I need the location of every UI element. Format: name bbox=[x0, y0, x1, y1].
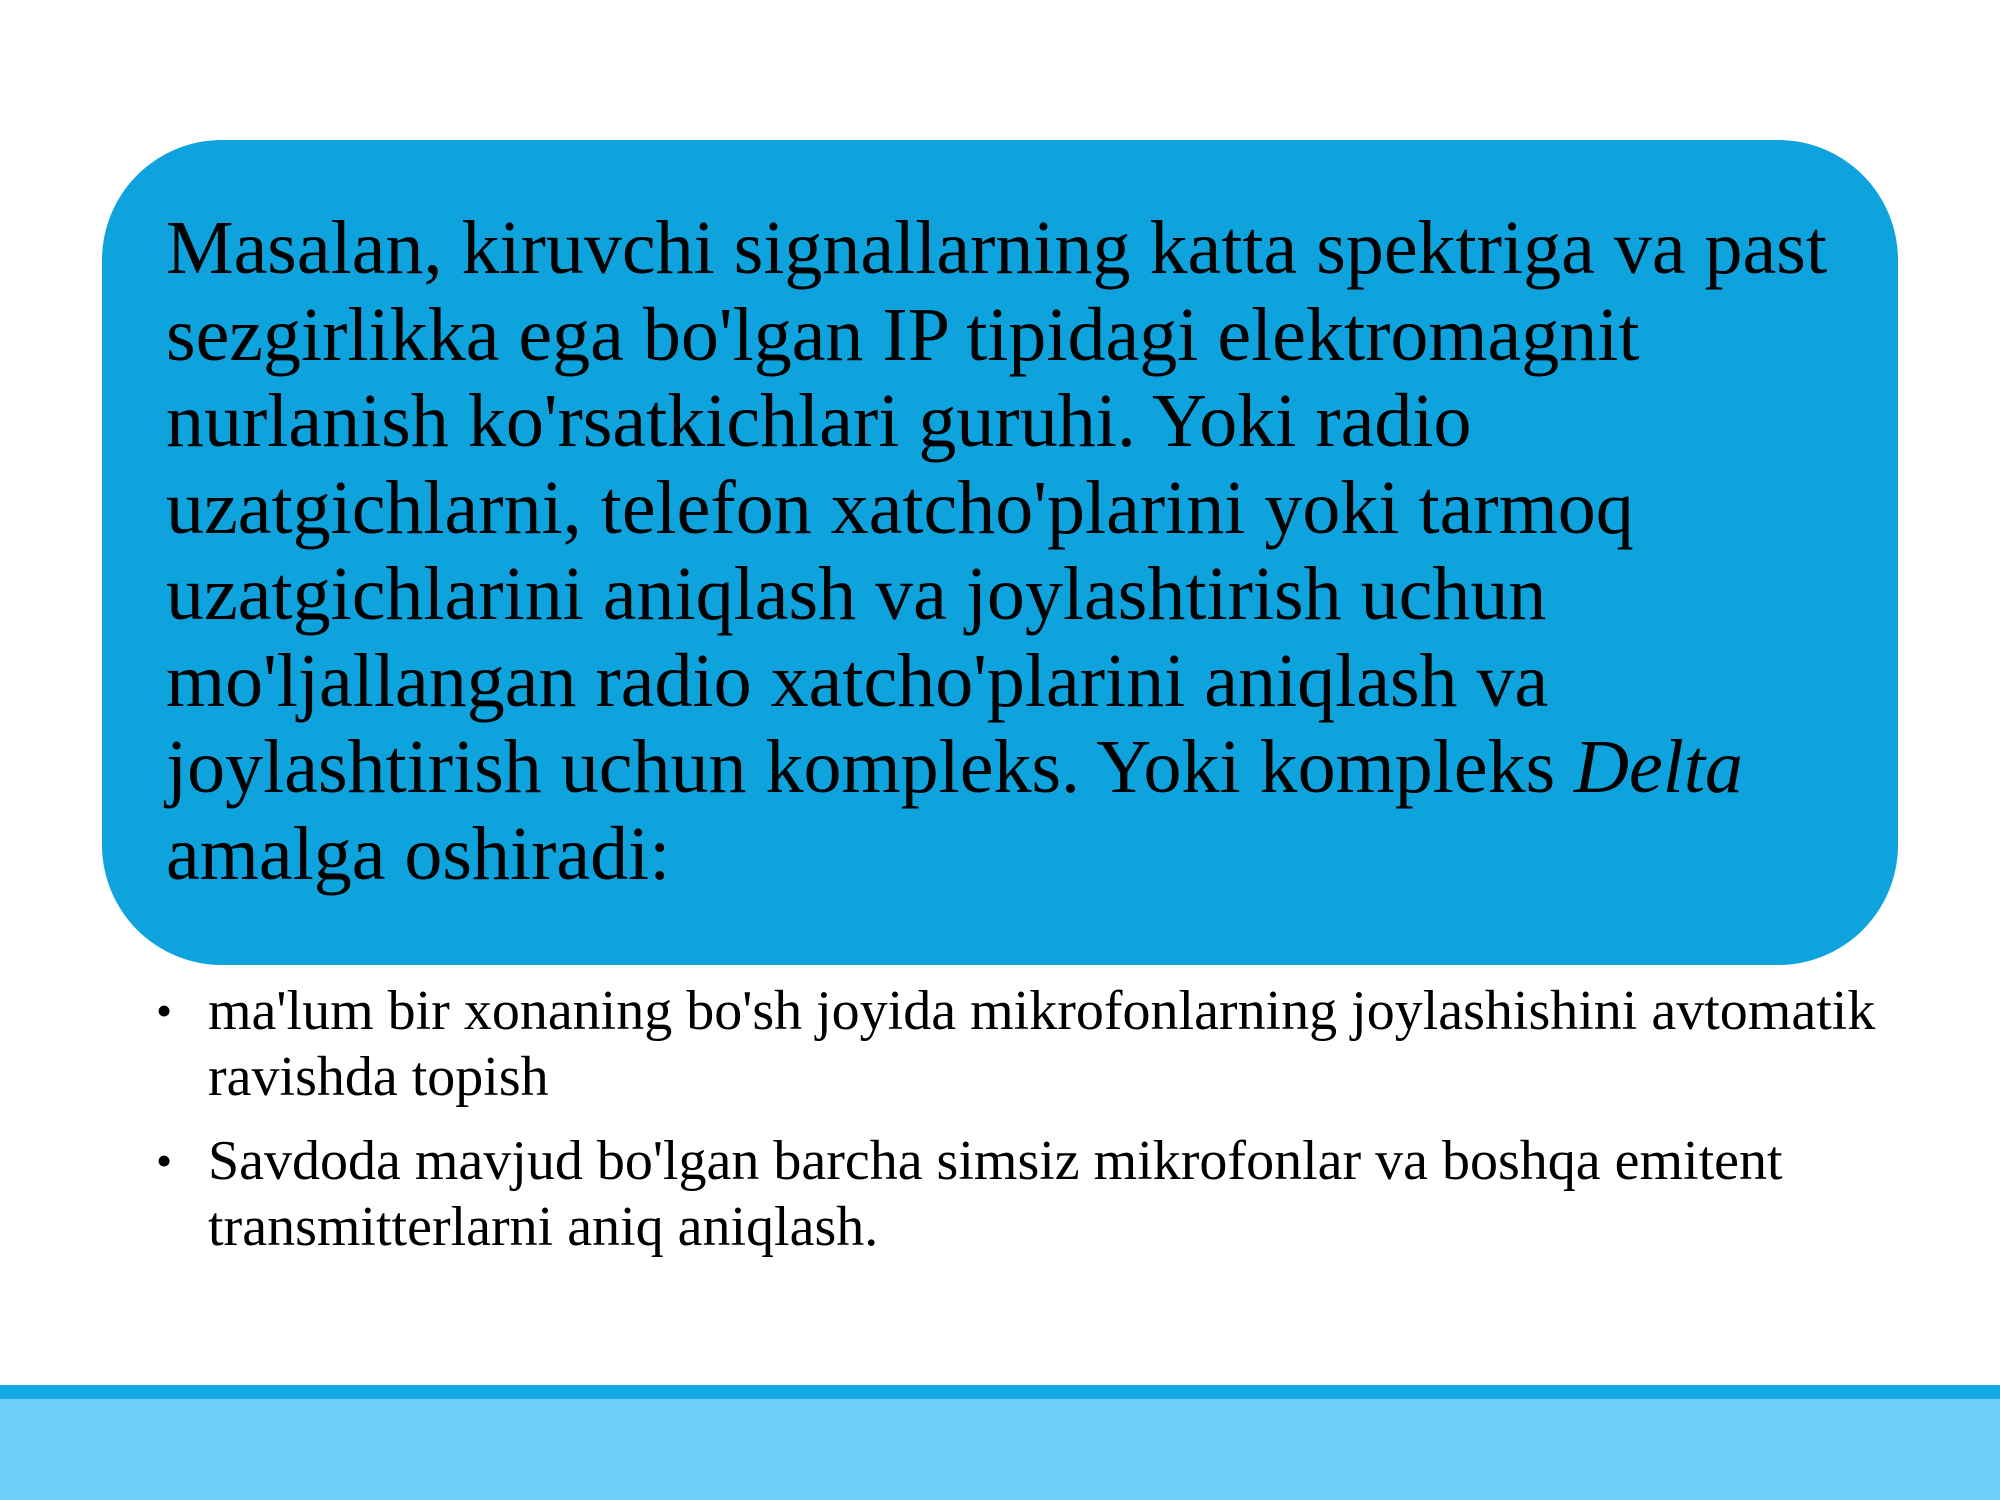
bullet-marker: • bbox=[156, 985, 173, 1036]
bullet-item bbox=[152, 978, 1912, 1110]
bullet-marker: • bbox=[156, 1135, 173, 1186]
bullet-item bbox=[152, 1128, 1912, 1260]
bullet-text: Savdoda mavjud bo'lgan barcha simsiz mikrofonlar va boshqa emitent transmitterlarni aniq aniqlash. bbox=[208, 1130, 1783, 1258]
bullet-text: ma'lum bir xonaning bo'sh joyida mikrofonlarning joylashishini avtomatik ravishda topish bbox=[208, 980, 1876, 1108]
callout-text-italic: Delta bbox=[1574, 725, 1744, 809]
footer-accent-line bbox=[0, 1385, 2000, 1399]
bullet-list bbox=[152, 978, 1912, 1278]
footer-band bbox=[0, 1399, 2000, 1500]
callout-text-end: amalga oshiradi: bbox=[166, 811, 671, 896]
callout-text-start: Masalan, kiruvchi signallarning katta spektriga va past sezgirlikka ega bo'lgan IP tipidagi elektromagnit nurlanish ko'rsatkichlari guruhi. Yoki radio uzatgichlarni, telefon xatcho'plarini yoki tarmoq uzatgichlarini aniqlash va joylashtirish uchun mo'ljallangan radio xatcho'plarini aniqlash va joylashtirish uchun kompleks. Yoki kompleks bbox=[166, 206, 1827, 809]
callout-box bbox=[102, 140, 1898, 965]
callout-text bbox=[166, 205, 1838, 897]
